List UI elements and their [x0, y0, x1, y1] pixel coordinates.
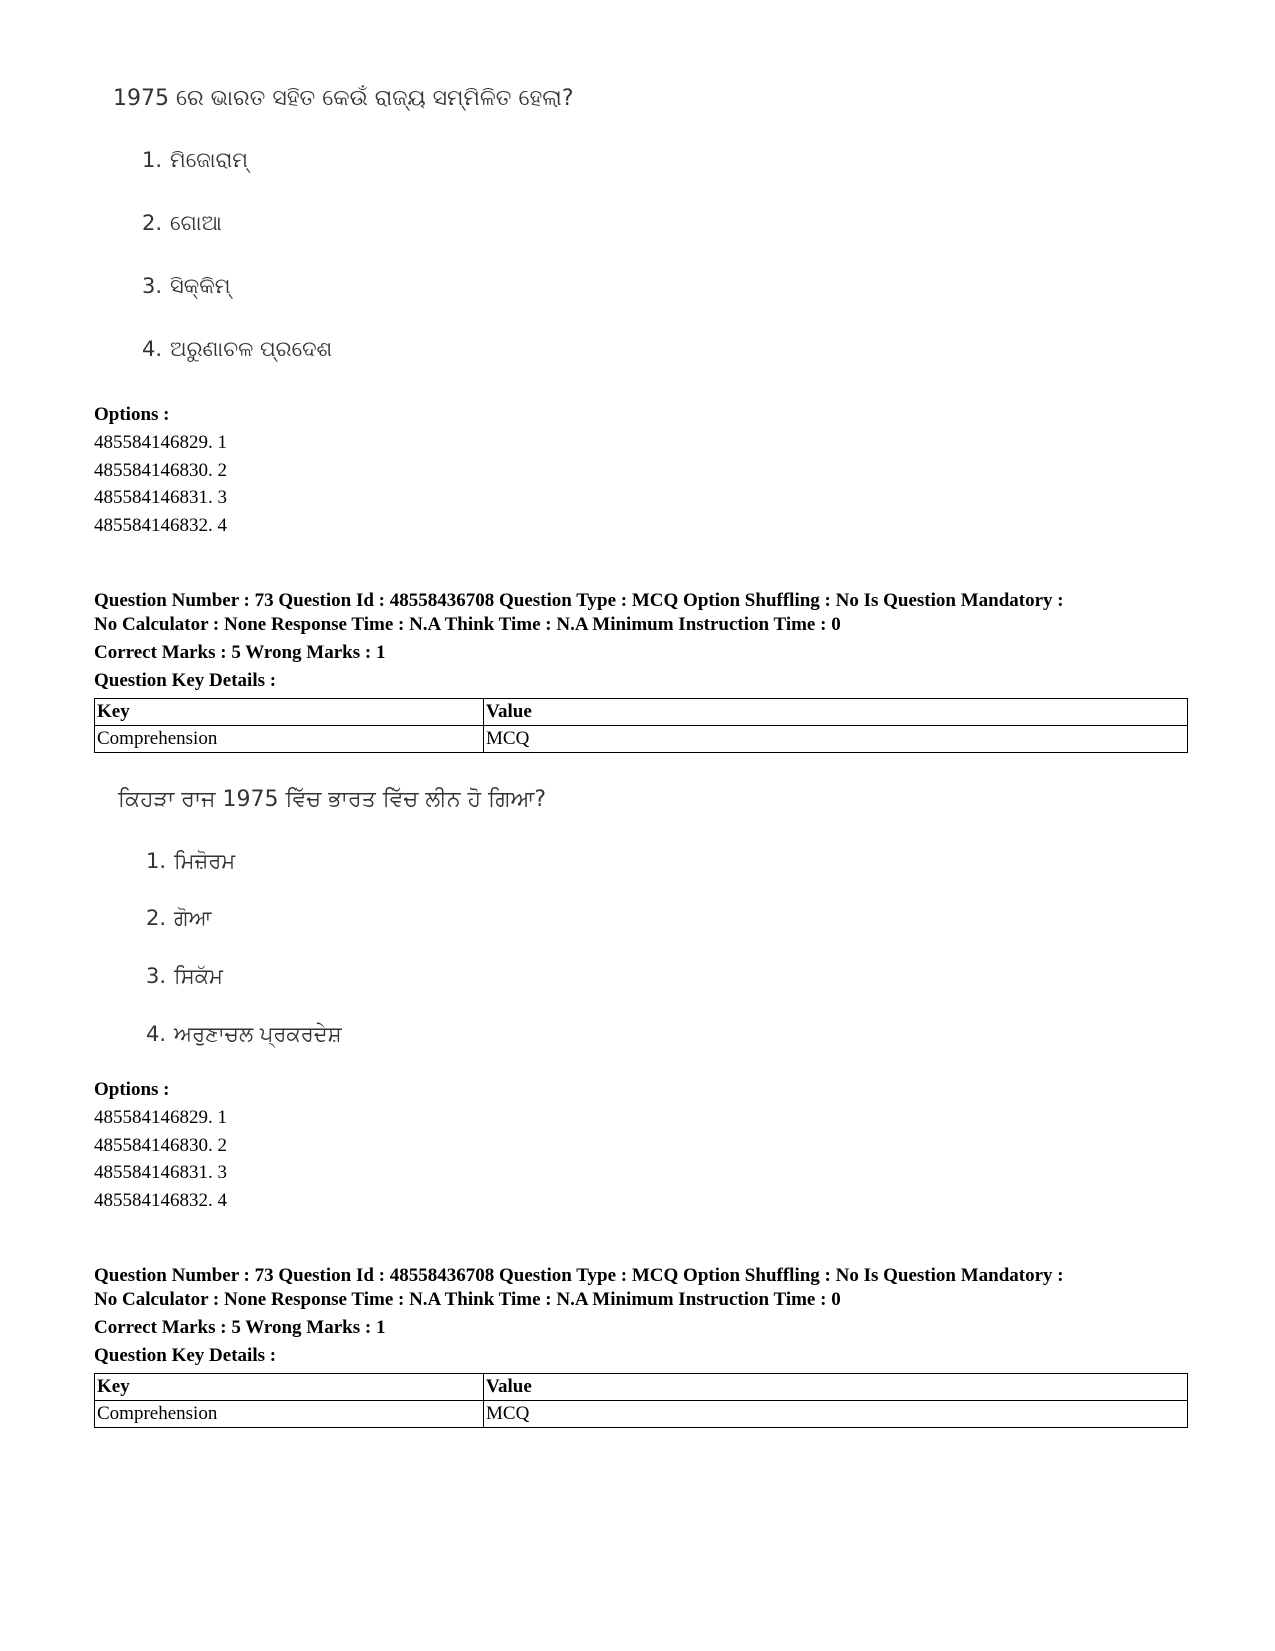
- option-row: 485584146830. 2: [94, 1135, 227, 1156]
- option-row: 485584146829. 1: [94, 1107, 227, 1128]
- table-row: [95, 1401, 1188, 1428]
- choice-1-odia: [142, 148, 248, 173]
- choice-number: 2.: [146, 906, 167, 930]
- table-row: [95, 726, 1188, 753]
- choice-number: 4.: [142, 337, 163, 361]
- question-text-odia: 1975 ରେ ଭାରତ ସହିତ କେଉଁ ରାଜ୍ୟ ସମ୍ମିଳିତ ହେଲା?: [113, 86, 574, 111]
- choice-number: 1.: [142, 148, 163, 172]
- choice-text: ਸਿਕੱਮ: [174, 964, 223, 988]
- options-label: Options :: [94, 1079, 170, 1100]
- choice-text: ମିଜୋରାମ୍: [170, 148, 248, 172]
- choice-number: 2.: [142, 211, 163, 235]
- option-row: 485584146832. 4: [94, 515, 227, 536]
- choice-text: ସିକ୍କିମ୍: [170, 274, 231, 298]
- choice-number: 4.: [146, 1022, 167, 1046]
- question-meta: [94, 589, 1204, 637]
- option-row: 485584146831. 3: [94, 487, 227, 508]
- choice-text: ਅਰੁਣਾਚਲ ਪ੍ਰਕਰਦੇਸ਼: [174, 1022, 342, 1046]
- key-details-label: Question Key Details :: [94, 1345, 277, 1366]
- option-row: 485584146829. 1: [94, 432, 227, 453]
- meta-line-2: No Calculator : None Response Time : N.A Think Time : N.A Minimum Instruction Time : 0: [94, 614, 841, 635]
- choice-4-punjabi: [146, 1022, 342, 1047]
- option-row: 485584146831. 3: [94, 1162, 227, 1183]
- table-header-key: Key: [95, 1374, 484, 1401]
- choice-number: 1.: [146, 849, 167, 873]
- key-details-table: [94, 1373, 1188, 1428]
- choice-number: 3.: [142, 274, 163, 298]
- choice-text: ਗੋਆ: [174, 906, 212, 930]
- meta-line-1: Question Number : 73 Question Id : 48558436708 Question Type : MCQ Option Shuffling : No Is Question Mandatory :: [94, 1265, 1064, 1286]
- question-text-punjabi: ਕਿਹੜਾ ਰਾਜ 1975 ਵਿੱਚ ਭਾਰਤ ਵਿੱਚ ਲੀਨ ਹੋ ਗਿਆ?: [118, 787, 547, 812]
- choice-1-punjabi: [146, 849, 235, 874]
- table-header-row: [95, 699, 1188, 726]
- table-header-row: [95, 1374, 1188, 1401]
- options-label: Options :: [94, 404, 170, 425]
- question-meta: [94, 1264, 1204, 1312]
- key-details-table: [94, 698, 1188, 753]
- option-row: 485584146832. 4: [94, 1190, 227, 1211]
- table-header-value: Value: [484, 1374, 1188, 1401]
- choice-text: ଅରୁଣାଚଳ ପ୍ରଦେଶ: [170, 337, 333, 361]
- table-cell-value: MCQ: [484, 726, 1188, 753]
- meta-line-1: Question Number : 73 Question Id : 48558436708 Question Type : MCQ Option Shuffling : No Is Question Mandatory :: [94, 590, 1064, 611]
- marks-line: Correct Marks : 5 Wrong Marks : 1: [94, 642, 386, 663]
- meta-line-2: No Calculator : None Response Time : N.A Think Time : N.A Minimum Instruction Time : 0: [94, 1289, 841, 1310]
- table-cell-key: Comprehension: [95, 1401, 484, 1428]
- choice-3-odia: [142, 274, 231, 299]
- choice-4-odia: [142, 337, 332, 362]
- key-details-label: Question Key Details :: [94, 670, 277, 691]
- table-header-value: Value: [484, 699, 1188, 726]
- choice-3-punjabi: [146, 964, 223, 989]
- table-cell-value: MCQ: [484, 1401, 1188, 1428]
- choice-number: 3.: [146, 964, 167, 988]
- marks-line: Correct Marks : 5 Wrong Marks : 1: [94, 1317, 386, 1338]
- choice-text: ଗୋଆ: [170, 211, 222, 235]
- choice-2-odia: [142, 211, 222, 236]
- option-row: 485584146830. 2: [94, 460, 227, 481]
- choice-2-punjabi: [146, 906, 212, 931]
- table-cell-key: Comprehension: [95, 726, 484, 753]
- choice-text: ਮਿਜ਼ੋਰਮ: [174, 849, 236, 873]
- table-header-key: Key: [95, 699, 484, 726]
